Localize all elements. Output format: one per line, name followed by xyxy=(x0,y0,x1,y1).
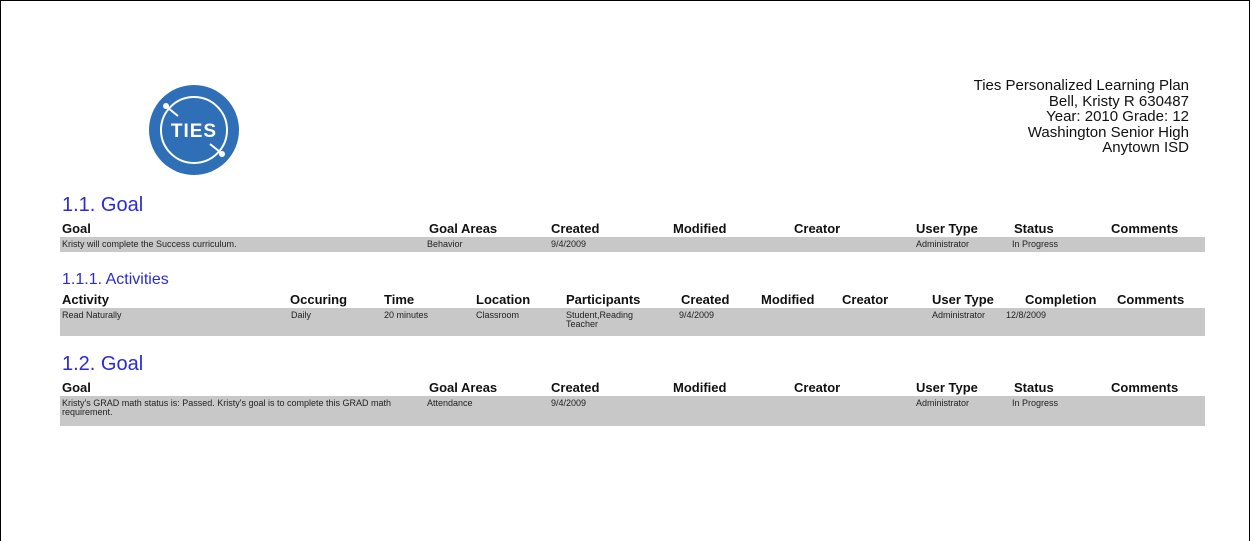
goal-2-status: In Progress xyxy=(1012,398,1059,408)
goal-1-col-created: Created xyxy=(551,221,600,236)
goal-2-goal-areas: Attendance xyxy=(427,398,473,408)
school-name: Washington Senior High xyxy=(1027,123,1189,141)
goal-2-col-modified: Modified xyxy=(673,380,727,395)
goal-1-col-goal: Goal xyxy=(62,221,91,236)
district-name: Anytown ISD xyxy=(1102,139,1189,156)
activities-col-occuring: Occuring xyxy=(290,292,348,307)
goal-2-created: 9/4/2009 xyxy=(551,398,587,408)
goal-2-col-goal-areas: Goal Areas xyxy=(429,380,498,395)
activities-col-comments: Comments xyxy=(1117,292,1185,307)
goal-1-title: 1.1. Goal xyxy=(62,194,144,216)
goal-2-col-comments: Comments xyxy=(1111,380,1179,395)
goal-1-goal-areas: Behavior xyxy=(427,239,463,249)
report-header xyxy=(974,78,1189,156)
activity-participants: Student,Reading Teacher xyxy=(566,310,634,329)
report-title: Ties Personalized Learning Plan xyxy=(973,77,1189,94)
logo-text: TIES xyxy=(170,121,218,142)
goal-1-status: In Progress xyxy=(1012,239,1059,249)
activities-col-user-type: User Type xyxy=(932,292,994,307)
activity-user-type: Administrator xyxy=(932,310,986,320)
student-name: Bell, Kristy R 630487 xyxy=(1048,92,1189,110)
goal-1-col-creator: Creator xyxy=(794,221,841,236)
activity-completion: 12/8/2009 xyxy=(1006,310,1047,320)
goal-2-col-user-type: User Type xyxy=(916,380,978,395)
goal-1-col-goal-areas: Goal Areas xyxy=(429,221,498,236)
year-grade: Year: 2010 Grade: 12 xyxy=(1046,108,1189,125)
goal-1-col-modified: Modified xyxy=(673,221,727,236)
goal-2-col-created: Created xyxy=(551,380,600,395)
activities-col-time: Time xyxy=(384,292,415,307)
goal-2-goal: Kristy's GRAD math status is: Passed. Kristy's goal is to complete this GRAD math requirement. xyxy=(62,398,392,417)
activity-location: Classroom xyxy=(476,310,520,320)
activities-col-activity: Activity xyxy=(62,292,109,307)
activities-title: 1.1.1. Activities xyxy=(62,271,169,288)
goal-1-col-user-type: User Type xyxy=(916,221,978,236)
activity-time: 20 minutes xyxy=(384,310,429,320)
activities-col-created: Created xyxy=(681,292,730,307)
activity-occuring: Daily xyxy=(291,310,312,320)
ties-logo xyxy=(148,84,240,176)
goal-2-col-status: Status xyxy=(1014,380,1054,395)
activities-col-location: Location xyxy=(476,292,531,307)
goal-1-col-comments: Comments xyxy=(1111,221,1179,236)
activity-created: 9/4/2009 xyxy=(679,310,715,320)
goal-1-user-type: Administrator xyxy=(916,239,970,249)
activities-col-completion: Completion xyxy=(1025,292,1097,307)
goal-2-col-goal: Goal xyxy=(62,380,91,395)
activities-col-modified: Modified xyxy=(761,292,815,307)
activities-col-participants: Participants xyxy=(566,292,641,307)
goal-2-title: 1.2. Goal xyxy=(62,353,144,375)
goal-1-created: 9/4/2009 xyxy=(551,239,587,249)
activity-name: Read Naturally xyxy=(62,310,122,320)
goal-2-col-creator: Creator xyxy=(794,380,841,395)
goal-1-col-status: Status xyxy=(1014,221,1054,236)
activities-col-creator: Creator xyxy=(842,292,889,307)
goal-1-goal: Kristy will complete the Success curriculum. xyxy=(62,239,237,249)
goal-2-user-type: Administrator xyxy=(916,398,970,408)
